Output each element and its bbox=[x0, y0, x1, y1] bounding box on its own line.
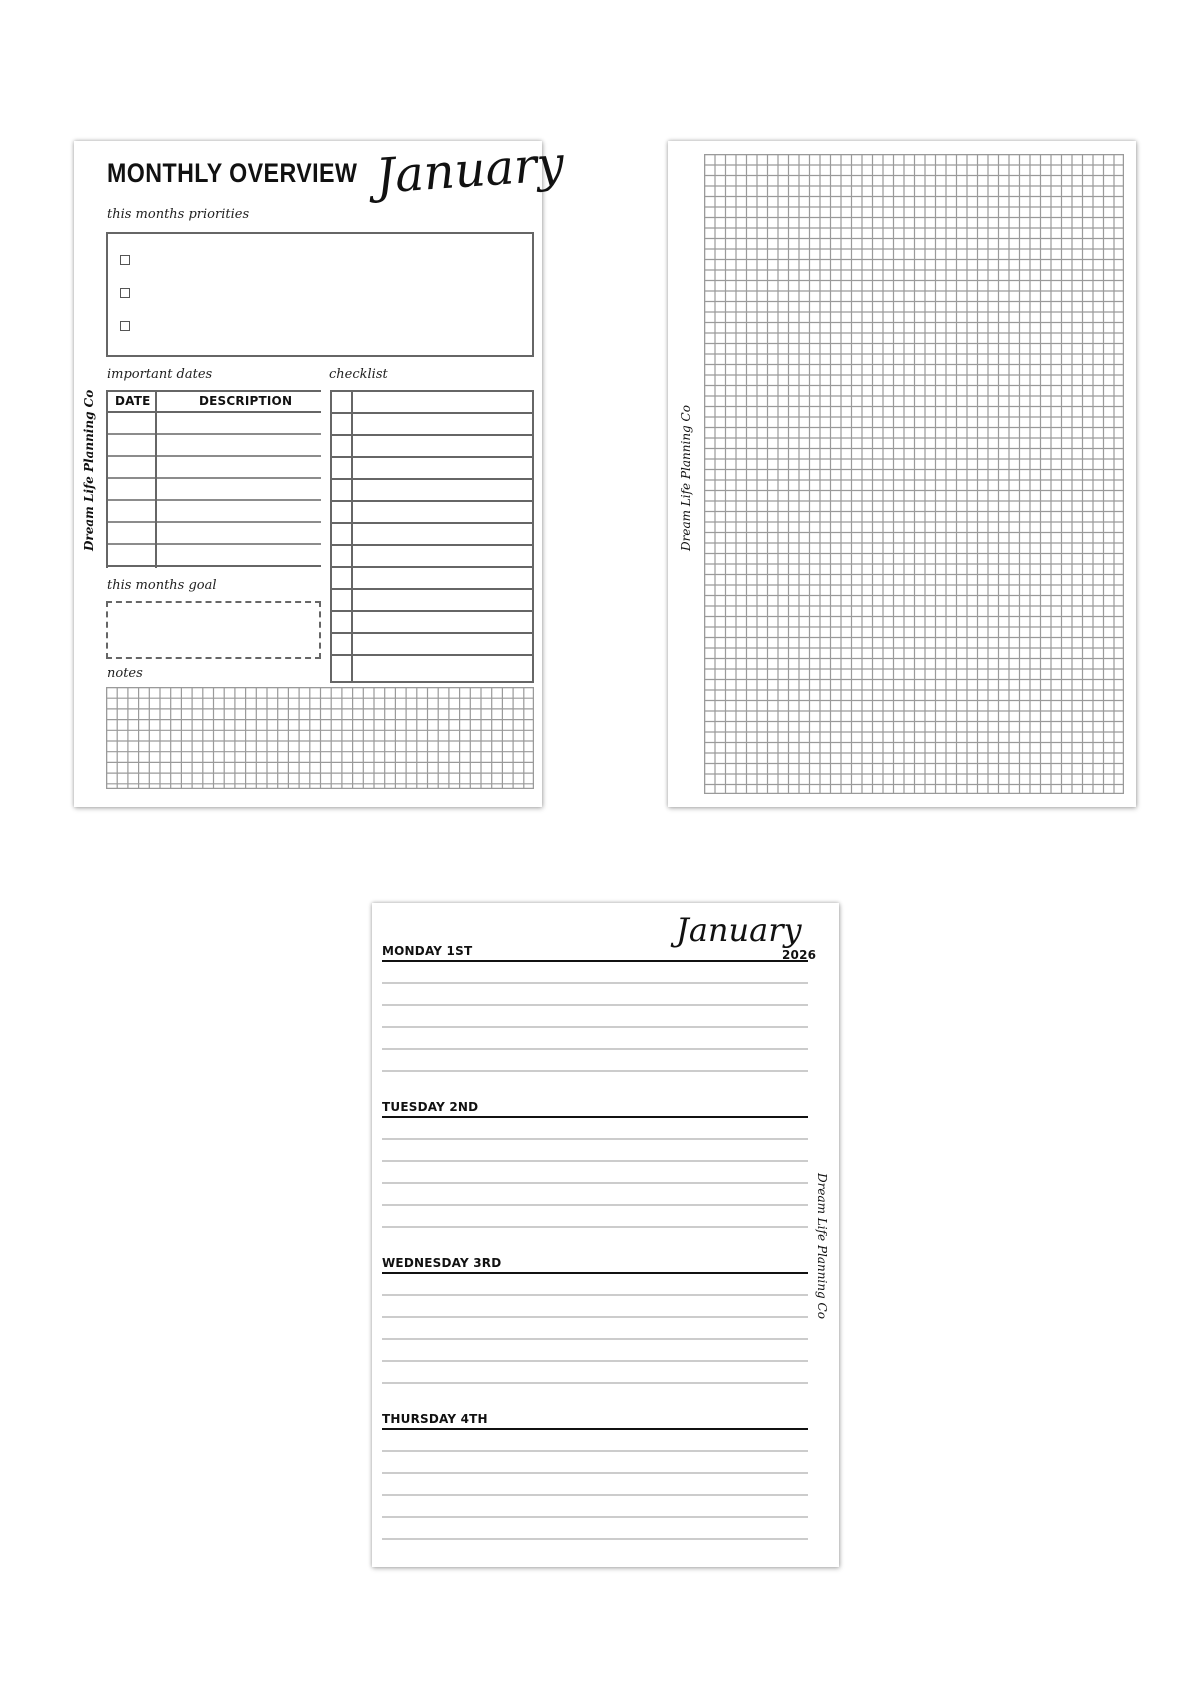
year-label: 2026 bbox=[782, 948, 817, 962]
priority-checkbox[interactable] bbox=[120, 288, 130, 298]
goal-label: this months goal bbox=[107, 578, 217, 593]
priority-checkbox[interactable] bbox=[120, 321, 130, 331]
grid-page bbox=[668, 141, 1136, 807]
priorities-label: this months priorities bbox=[107, 207, 250, 222]
brand-side-text: Dream Life Planning Co bbox=[815, 1173, 829, 1319]
daily-lined-page bbox=[372, 903, 839, 1567]
day-label-thursday: THURSDAY 4TH bbox=[382, 1412, 488, 1426]
important-dates-label: important dates bbox=[107, 367, 213, 382]
checklist-lines bbox=[330, 390, 534, 683]
goal-box bbox=[106, 601, 321, 659]
priority-checkbox[interactable] bbox=[120, 255, 130, 265]
brand-side-text: Dream Life Planning Co bbox=[679, 405, 693, 551]
notes-label: notes bbox=[107, 666, 143, 681]
page-title: MONTHLY OVERVIEW bbox=[107, 158, 358, 188]
checklist-table bbox=[330, 390, 534, 683]
month-script-title: January bbox=[374, 135, 566, 205]
day-label-wednesday: WEDNESDAY 3RD bbox=[382, 1256, 502, 1270]
monthly-overview-page bbox=[74, 135, 566, 807]
important-dates-table bbox=[106, 390, 321, 568]
month-script-title: January bbox=[676, 911, 802, 949]
full-page-grid bbox=[704, 154, 1124, 794]
notes-grid bbox=[106, 687, 534, 789]
day-label-tuesday: TUESDAY 2ND bbox=[382, 1100, 479, 1114]
brand-side-text: Dream Life Planning Co bbox=[82, 389, 96, 551]
important-dates-table-lines bbox=[106, 390, 321, 568]
day-label-monday: MONDAY 1ST bbox=[382, 944, 473, 958]
date-column-header: DATE bbox=[115, 394, 151, 408]
description-column-header: DESCRIPTION bbox=[199, 394, 293, 408]
priorities-box bbox=[106, 232, 534, 357]
ruled-lines bbox=[372, 903, 839, 1567]
checklist-label: checklist bbox=[329, 367, 388, 382]
